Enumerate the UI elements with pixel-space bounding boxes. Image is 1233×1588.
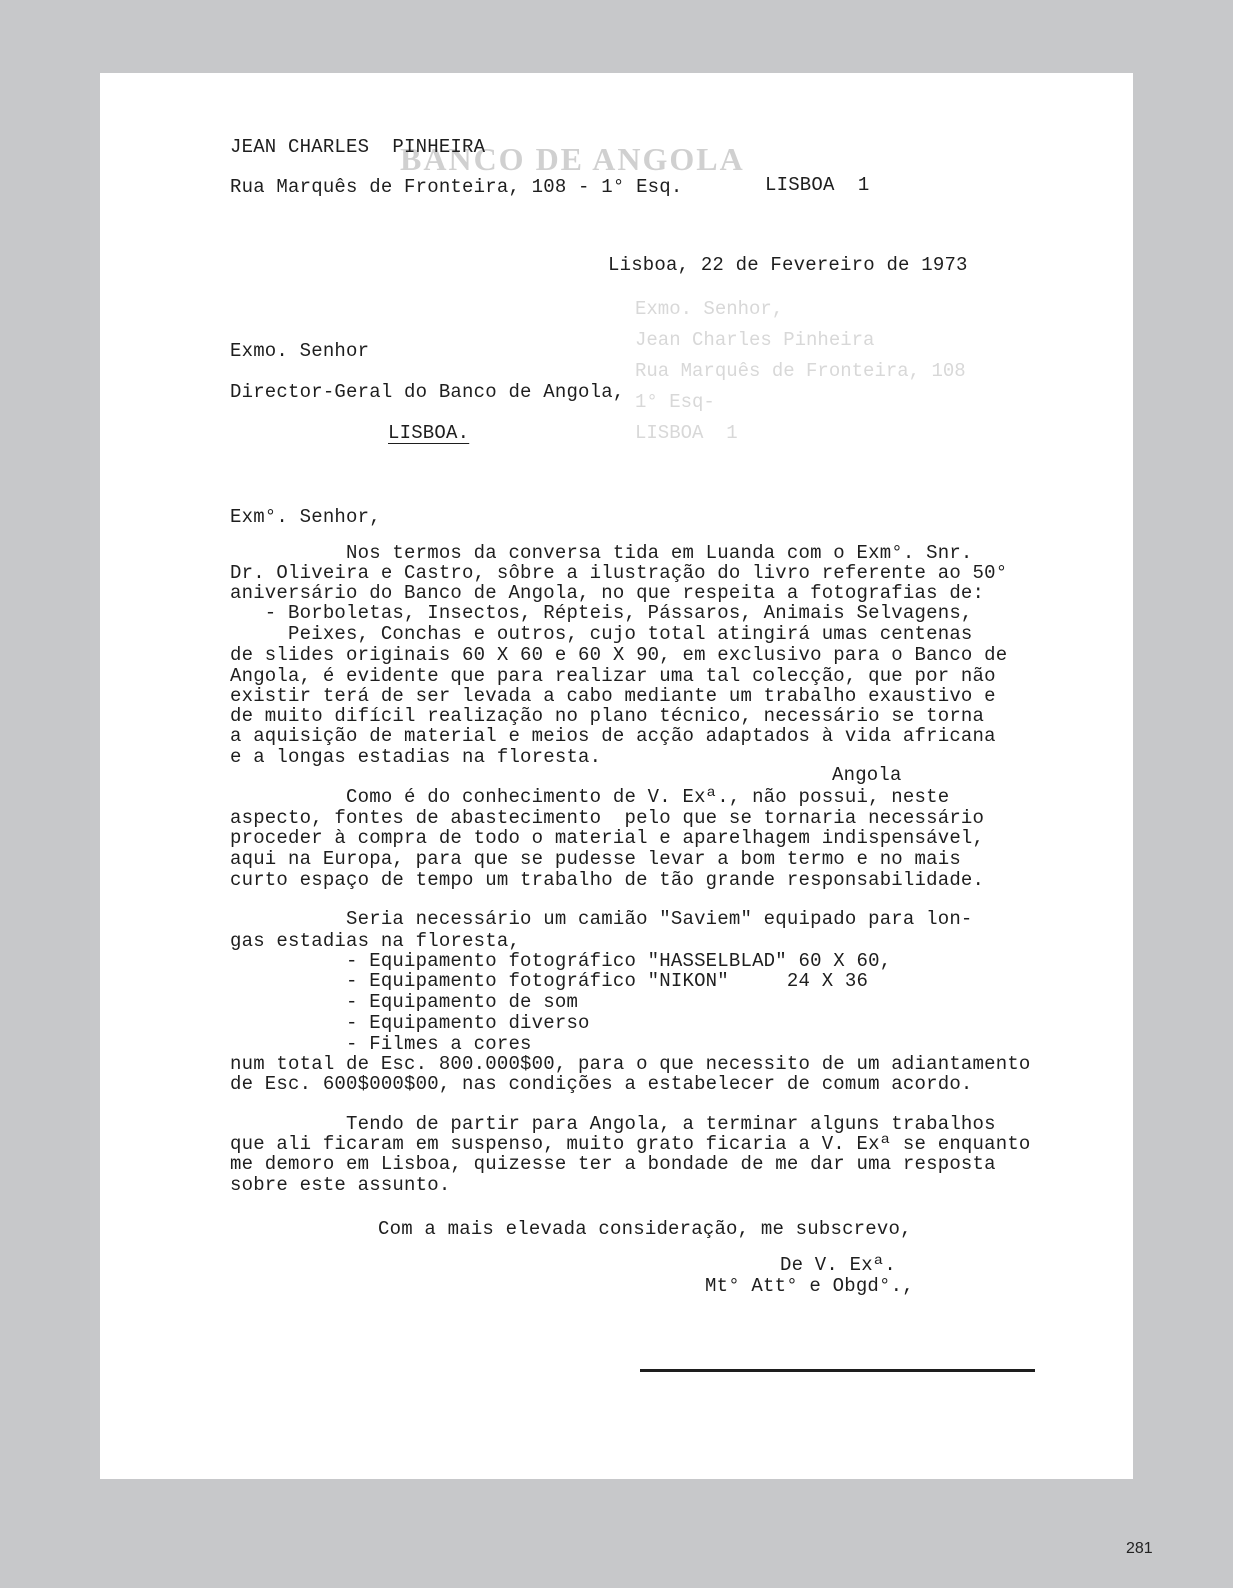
body-line: e a longas estadias na floresta. [230,746,602,768]
recipient-title: Exmo. Senhor [230,340,370,362]
body-line: - Filmes a cores [230,1033,532,1055]
body-line: a aquisição de material e meios de acção adaptados à vida africana [230,725,996,747]
body-line: aspecto, fontes de abastecimento pelo que se tornaria necessário [230,807,985,829]
sender-address: Rua Marquês de Fronteira, 108 - 1° Esq. [230,176,683,198]
body-line: - Equipamento fotográfico "NIKON" 24 X 36 [230,970,869,992]
body-line: curto espaço de tempo um trabalho de tão grande responsabilidade. [230,869,985,891]
body-line: que ali ficaram em suspenso, muito grato ficaria a V. Exª se enquanto [230,1133,1031,1155]
salutation: Exm°. Senhor, [230,506,381,528]
show-through-heading: BANCO DE ANGOLA [400,141,745,177]
body-line: Como é do conhecimento de V. Exª., não possui, neste [230,786,950,808]
show-through-line: Jean Charles Pinheira [635,329,875,351]
date-line: Lisboa, 22 de Fevereiro de 1973 [608,254,968,276]
body-line: de muito difícil realização no plano técnico, necessário se torna [230,705,985,727]
signoff-line: De V. Exª. [780,1254,897,1276]
body-line: gas estadias na floresta, [230,930,521,952]
body-line: proceder à compra de todo o material e aparelhagem indispensável, [230,827,985,849]
body-line: - Equipamento diverso [230,1012,590,1034]
body-line: - Borboletas, Insectos, Répteis, Pássaros, Animais Selvagens, [230,602,973,624]
body-line: Peixes, Conchas e outros, cujo total atingirá umas centenas [230,623,973,645]
sender-city: LISBOA 1 [765,174,870,196]
body-line: sobre este assunto. [230,1174,451,1196]
insertion-note: Angola [832,764,902,786]
show-through-line: Exmo. Senhor, [635,298,784,320]
body-line: num total de Esc. 800.000$00, para o que necessito de um adiantamento [230,1053,1031,1075]
body-line: Dr. Oliveira e Castro, sôbre a ilustração do livro referente ao 50° [230,562,1008,584]
closing-line: Com a mais elevada consideração, me subscrevo, [378,1218,912,1240]
signature-line [640,1369,1035,1372]
body-line: de Esc. 600$000$00, nas condições a estabelecer de comum acordo. [230,1073,973,1095]
body-line: de slides originais 60 X 60 e 60 X 90, em exclusivo para o Banco de [230,644,1008,666]
recipient-office: Director-Geral do Banco de Angola, [230,381,625,403]
body-line: - Equipamento de som [230,991,579,1013]
body-line: Seria necessário um camião "Saviem" equipado para lon- [230,908,973,930]
body-line: aqui na Europa, para que se pudesse levar a bom termo e no mais [230,848,961,870]
signoff-line: Mt° Att° e Obgd°., [705,1275,914,1297]
body-line: me demoro em Lisboa, quizesse ter a bondade de me dar uma resposta [230,1153,996,1175]
show-through-line: 1° Esq- [635,391,715,413]
sender-name: JEAN CHARLES PINHEIRA [230,136,486,158]
recipient-city: LISBOA. [388,422,470,444]
body-line: aniversário do Banco de Angola, no que respeita a fotografias de: [230,582,985,604]
page-number: 281 [1126,1540,1153,1557]
body-line: Nos termos da conversa tida em Luanda com o Exm°. Snr. [230,542,973,564]
body-line: - Equipamento fotográfico "HASSELBLAD" 60 X 60, [230,950,892,972]
body-line: existir terá de ser levada a cabo mediante um trabalho exaustivo e [230,685,996,707]
body-line: Tendo de partir para Angola, a terminar alguns trabalhos [230,1113,996,1135]
letter-sheet [100,73,1133,1479]
show-through-line: LISBOA 1 [635,422,738,444]
show-through-line: Rua Marquês de Fronteira, 108 [635,360,966,382]
body-line: Angola, é evidente que para realizar uma tal colecção, que por não [230,665,996,687]
